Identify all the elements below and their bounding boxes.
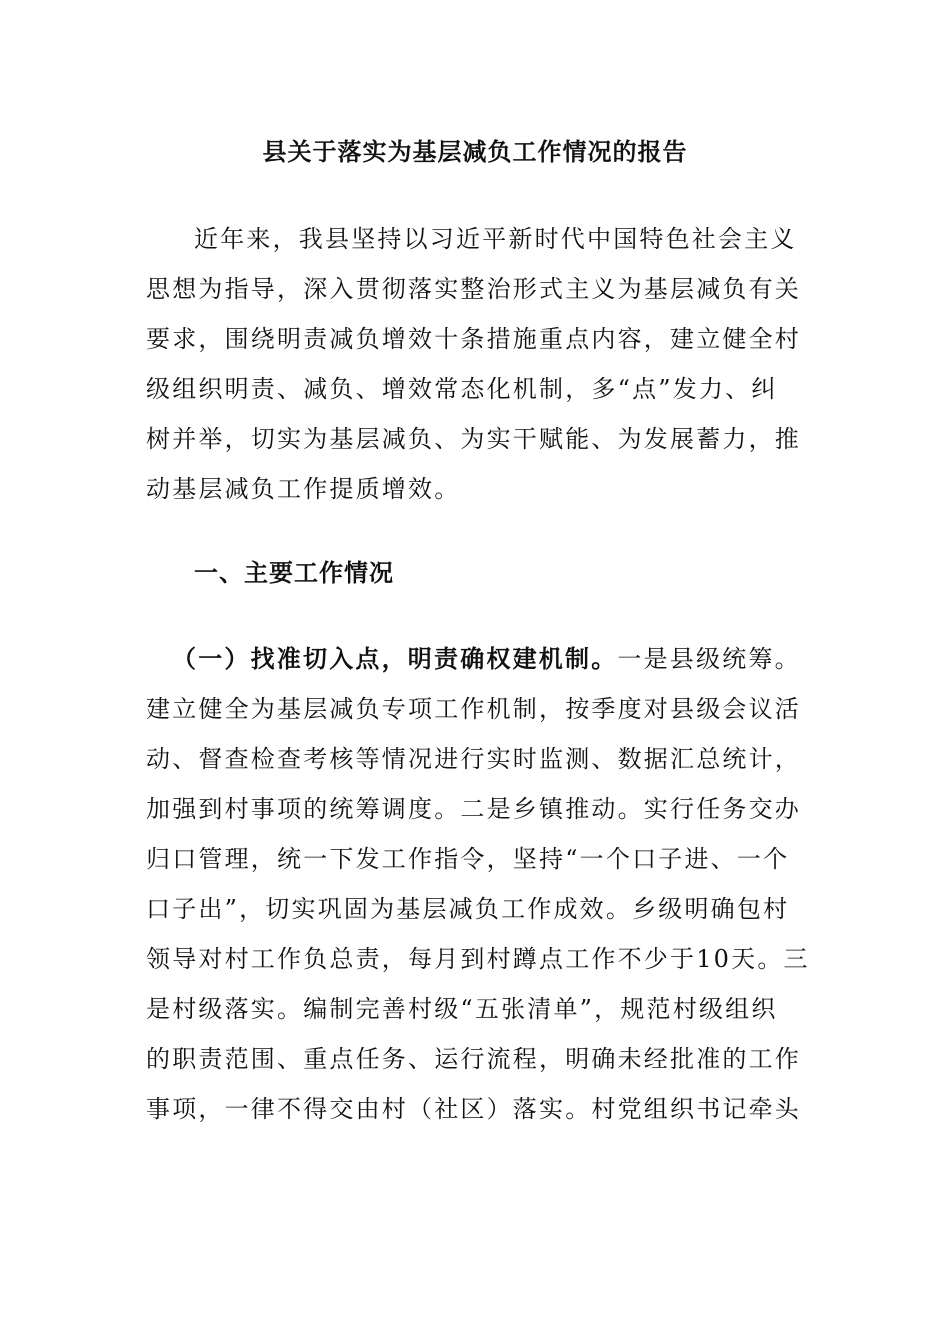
subsection-first-line-text: 一是县级统筹。 [617, 645, 801, 673]
body-line: 加强到村事项的统筹调度。二是乡镇推动。实行任务交办 [146, 795, 801, 823]
intro-line: 思想为指导，深入贯彻落实整治形式主义为基层减负有关 [146, 275, 801, 303]
body-line: 是村级落实。编制完善村级“五张清单”，规范村级组织 [146, 995, 778, 1023]
body-line: 口子出”，切实巩固为基层减负工作成效。乡级明确包村 [146, 895, 790, 923]
section-heading: 一、主要工作情况 [194, 558, 394, 587]
intro-line: 级组织明责、减负、增效常态化机制，多“点”发力、纠 [146, 375, 778, 403]
body-line: 领导对村工作负总责，每月到村蹲点工作不少于10天。三 [146, 945, 810, 973]
subsection-paragraph [146, 634, 810, 1134]
body-line: 的职责范围、重点任务、运行流程，明确未经批准的工作 [146, 1045, 801, 1073]
body-line: 事项，一律不得交由村（社区）落实。村党组织书记牵头 [146, 1095, 801, 1123]
intro-line: 要求，围绕明责减负增效十条措施重点内容，建立健全村 [146, 325, 801, 353]
intro-line: 树并举，切实为基层减负、为实干赋能、为发展蓄力，推 [146, 425, 801, 453]
subsection-heading: （一）找准切入点，明责确权建机制。 [172, 644, 618, 673]
intro-line: 动基层减负工作提质增效。 [146, 475, 461, 503]
body-line: 动、督查检查考核等情况进行实时监测、数据汇总统计， [146, 745, 801, 773]
intro-paragraph [146, 214, 806, 514]
body-line: 建立健全为基层减负专项工作机制，按季度对县级会议活 [146, 695, 801, 723]
intro-line: 近年来，我县坚持以习近平新时代中国特色社会主义 [194, 225, 797, 253]
subsection-first-line [146, 634, 806, 684]
document-title: 县关于落实为基层减负工作情况的报告 [262, 137, 688, 166]
body-line: 归口管理，统一下发工作指令，坚持“一个口子进、一个 [146, 845, 790, 873]
